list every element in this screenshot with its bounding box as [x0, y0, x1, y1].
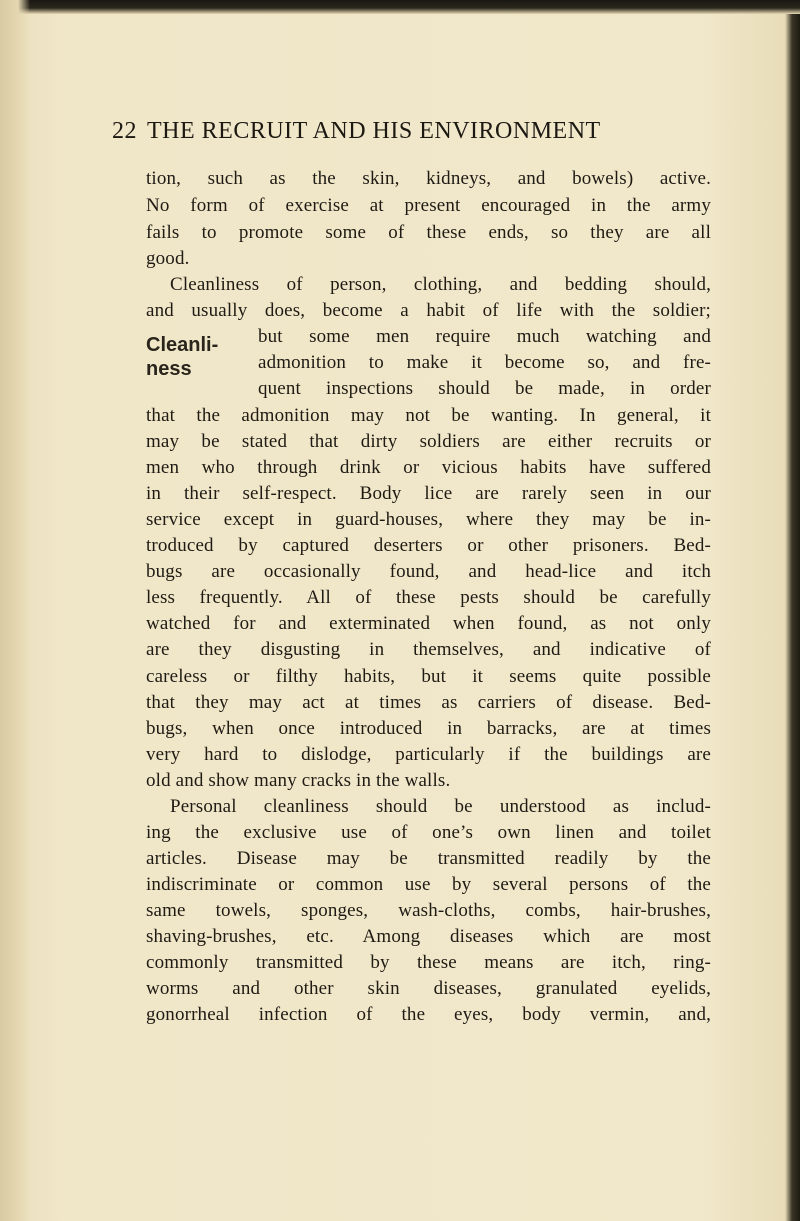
text-line: men who through drink or vicious habits have suffered	[146, 457, 711, 478]
text-line: tion, such as the skin, kidneys, and bowels) active.	[146, 168, 711, 189]
running-title: THE RECRUIT AND HIS ENVIRONMENT	[147, 118, 601, 144]
text-line: shaving-brushes, etc. Among diseases which are most	[146, 926, 711, 947]
text-line: very hard to dislodge, particularly if the buildings are	[146, 744, 711, 765]
text-line: same towels, sponges, wash-cloths, combs, hair-brushes,	[146, 900, 711, 921]
text-line: No form of exercise at present encouraged in the army	[146, 195, 711, 216]
text-line: bugs are occasionally found, and head-lice and itch	[146, 561, 711, 582]
text-line: watched for and exterminated when found, as not only	[146, 613, 711, 634]
sidenote-line-1: Cleanli-	[146, 334, 219, 356]
sidenote-line-2: ness	[146, 358, 192, 380]
page-gutter	[0, 0, 30, 1221]
text-line: good.	[146, 248, 190, 269]
text-line: may be stated that dirty soldiers are either recruits or	[146, 431, 711, 452]
text-line: worms and other skin diseases, granulated eyelids,	[146, 978, 711, 999]
page-number: 22	[112, 118, 137, 144]
text-line: less frequently. All of these pests should be carefully	[146, 587, 711, 608]
text-line: old and show many cracks in the walls.	[146, 770, 451, 791]
text-line: are they disgusting in themselves, and indicative of	[146, 639, 711, 660]
text-line: bugs, when once introduced in barracks, are at times	[146, 718, 711, 739]
text-line: but some men require much watching and	[258, 326, 711, 347]
text-line: in their self-respect. Body lice are rarely seen in our	[146, 483, 711, 504]
text-line: Personal cleanliness should be understood as includ-	[170, 796, 711, 817]
text-line: ing the exclusive use of one’s own linen and toilet	[146, 822, 711, 843]
text-line: gonorrheal infection of the eyes, body vermin, and,	[146, 1004, 711, 1025]
text-line: articles. Disease may be transmitted readily by the	[146, 848, 711, 869]
text-line: service except in guard-houses, where they may be in-	[146, 509, 711, 530]
text-line: commonly transmitted by these means are itch, ring-	[146, 952, 711, 973]
text-line: fails to promote some of these ends, so they are all	[146, 222, 711, 243]
text-line: and usually does, become a habit of life with the soldier;	[146, 300, 711, 321]
text-line: admonition to make it become so, and fre-	[258, 352, 711, 373]
text-line: troduced by captured deserters or other prisoners. Bed-	[146, 535, 711, 556]
text-line: that the admonition may not be wanting. In general, it	[146, 405, 711, 426]
page-top-shadow	[0, 0, 800, 14]
text-line: quent inspections should be made, in order	[258, 378, 711, 399]
text-line: that they may act at times as carriers of disease. Bed-	[146, 692, 711, 713]
text-line: careless or filthy habits, but it seems quite possible	[146, 666, 711, 687]
running-head	[112, 118, 712, 145]
text-line: Cleanliness of person, clothing, and bedding should,	[170, 274, 711, 295]
text-line: indiscriminate or common use by several persons of the	[146, 874, 711, 895]
